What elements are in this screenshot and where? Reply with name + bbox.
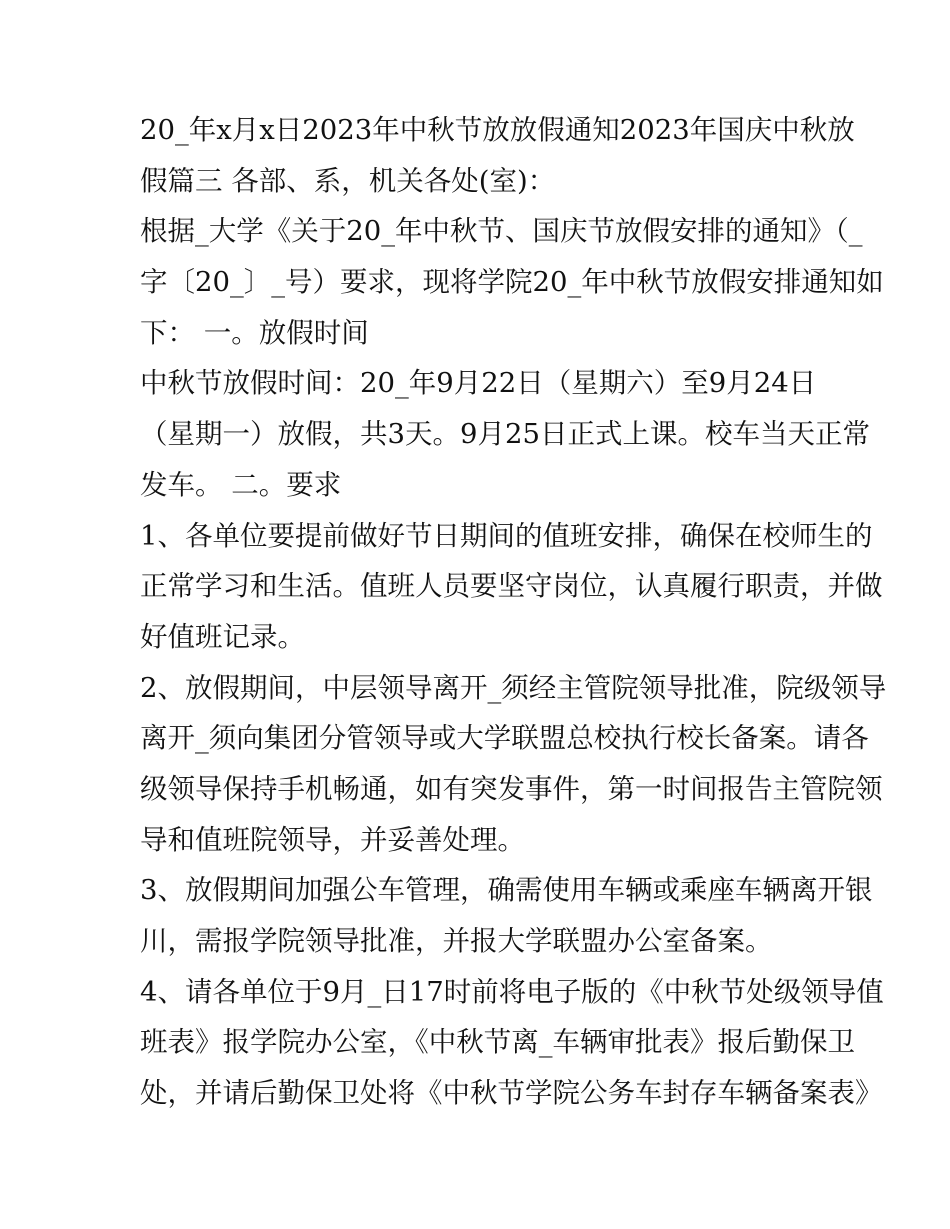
text-line: 好值班记录。 [140, 620, 305, 653]
text-line: 级领导保持手机畅通，如有突发事件，第一时间报告主管院领 [140, 772, 883, 805]
text-line: 2、放假期间，中层领导离开_须经主管院领导批准，院级领导 [140, 671, 887, 704]
text-line: 下： 一。放假时间 [140, 316, 369, 349]
text-line: 中秋节放假时间：20_年9月22日（星期六）至9月24日 [140, 367, 817, 400]
document-body [140, 105, 887, 1119]
text-line: 处，并请后勤保卫处将《中秋节学院公务车封存车辆备案表》 [140, 1077, 883, 1110]
text-line: 20_年x月x日2023年中秋节放放假通知2023年国庆中秋放 [140, 114, 855, 146]
text-line: 正常学习和生活。值班人员要坚守岗位，认真履行职责，并做 [140, 570, 883, 603]
text-line: 根据_大学《关于20_年中秋节、国庆节放假安排的通知》（_ [140, 215, 863, 248]
text-line: 4、请各单位于9月_日17时前将电子版的《中秋节处级领导值 [140, 975, 884, 1008]
text-line: 3、放假期间加强公车管理，确需使用车辆或乘座车辆离开银 [140, 874, 873, 907]
text-line: （星期一）放假，共3天。9月25日正式上课。校车当天正常 [140, 418, 870, 451]
text-line: 离开_须向集团分管领导或大学联盟总校执行校长备案。请各 [140, 722, 869, 755]
text-line: 发车。 二。要求 [140, 468, 342, 501]
text-line: 班表》报学院办公室，《中秋节离_车辆审批表》报后勤保卫 [140, 1026, 855, 1059]
text-line: 导和值班院领导，并妥善处理。 [140, 823, 525, 856]
text-line: 1、各单位要提前做好节日期间的值班安排，确保在校师生的 [140, 519, 873, 552]
text-line: 川，需报学院领导批准，并报大学联盟办公室备案。 [140, 925, 773, 957]
text-line: 假篇三 各部、系，机关各处(室)： [140, 164, 556, 197]
text-line: 字〔20_〕_号）要求，现将学院20_年中秋节放假安排通知如 [140, 266, 884, 299]
